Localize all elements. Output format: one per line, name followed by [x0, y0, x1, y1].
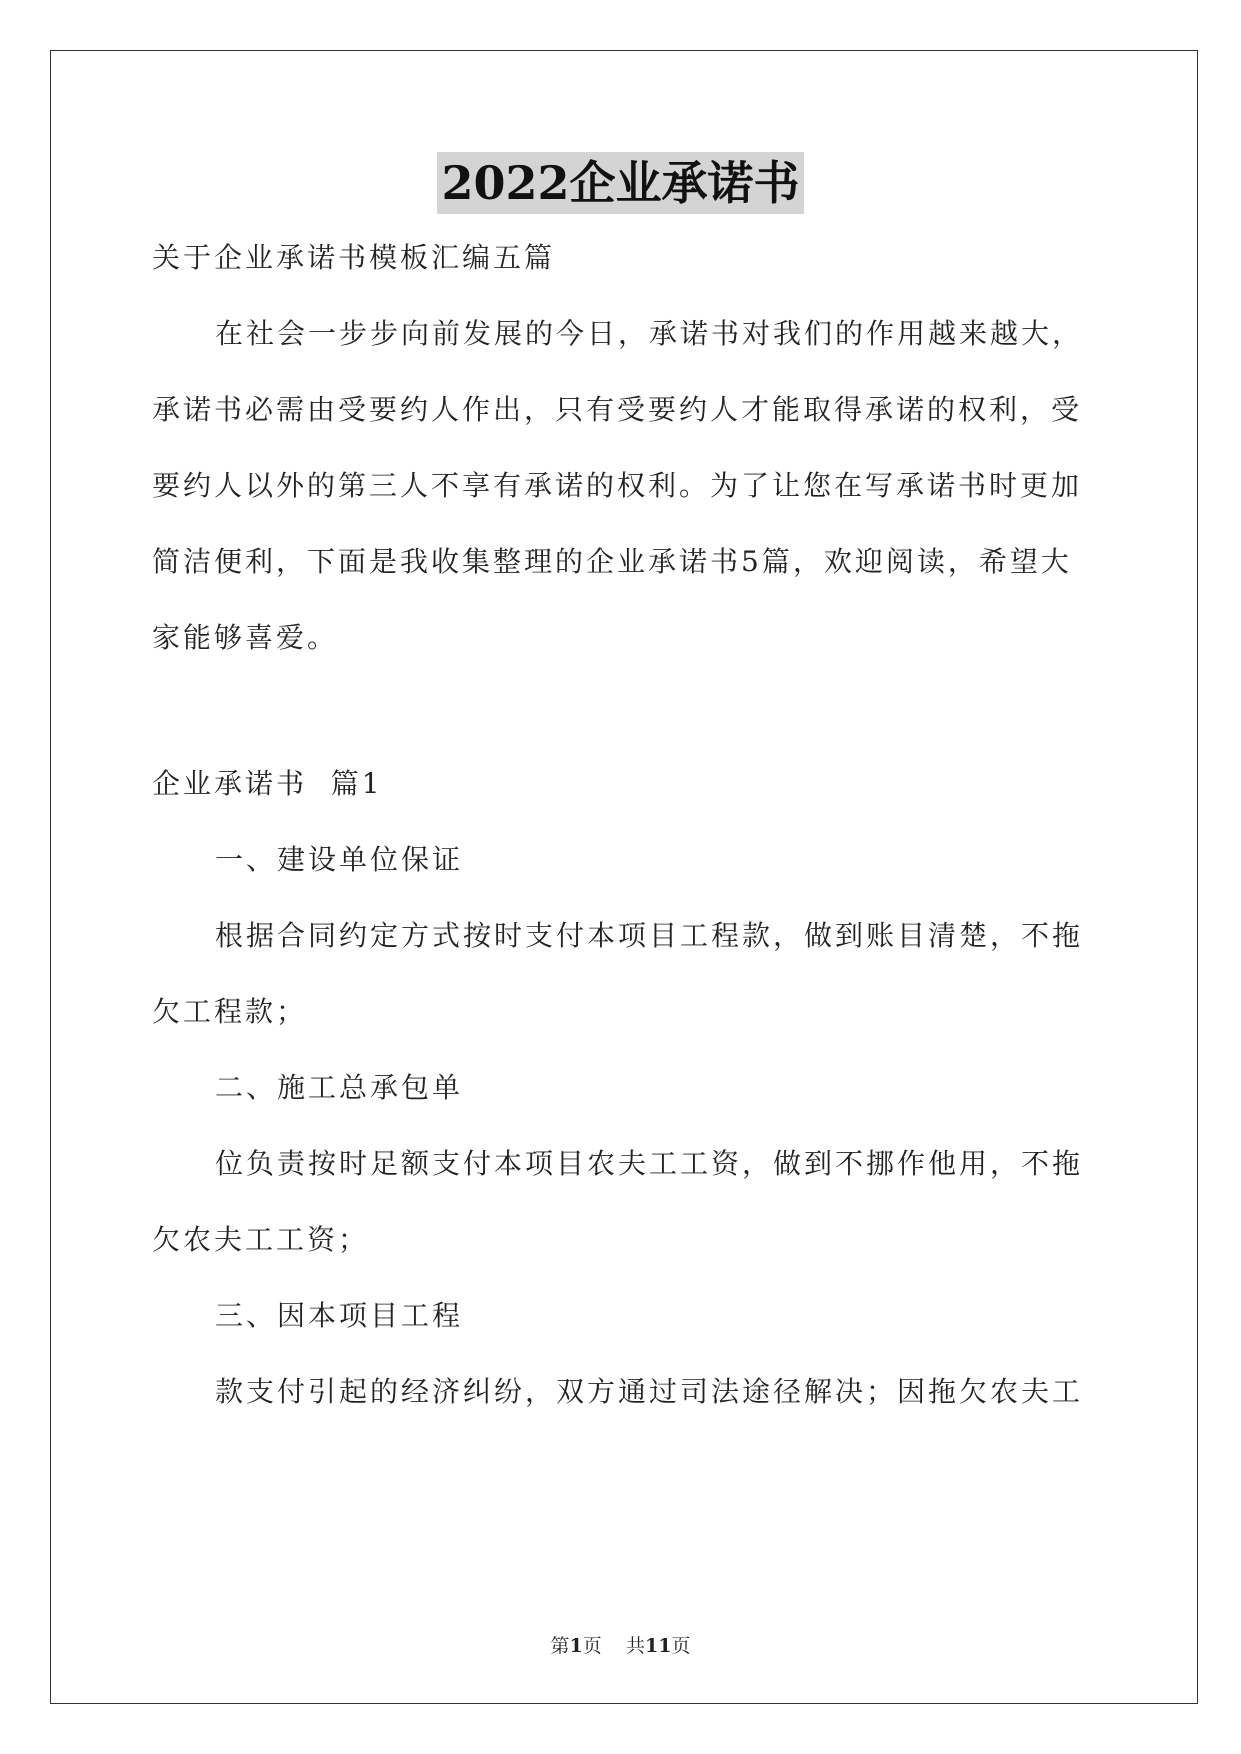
section-heading: 企业承诺书 篇1 — [152, 767, 383, 800]
paragraph-line: 款支付引起的经济纠纷，双方通过司法途径解决；因拖欠农夫工 — [215, 1375, 1084, 1408]
footer-page-prefix: 第 — [550, 1635, 570, 1657]
paragraph-line: 三、因本项目工程 — [215, 1299, 464, 1332]
document-title: 2022企业承诺书 — [437, 152, 803, 214]
paragraph-line: 要约人以外的第三人不享有承诺的权利。为了让您在写承诺书时更加 — [152, 469, 1083, 502]
footer-total-suffix: 页 — [671, 1635, 691, 1657]
paragraph-line: 简洁便利，下面是我收集整理的企业承诺书5篇，欢迎阅读，希望大 — [152, 545, 1072, 578]
paragraph-line: 根据合同约定方式按时支付本项目工程款，做到账目清楚，不拖 — [215, 919, 1084, 952]
footer-total-pages: 11 — [644, 1635, 672, 1657]
paragraph-line: 欠农夫工工资； — [152, 1223, 370, 1256]
footer-page-number: 1 — [569, 1635, 583, 1657]
paragraph-line: 一、建设单位保证 — [215, 843, 464, 876]
footer-total-prefix: 共 — [625, 1635, 645, 1657]
paragraph-line: 位负责按时足额支付本项目农夫工工资，做到不挪作他用，不拖 — [215, 1147, 1084, 1180]
paragraph-line: 欠工程款； — [152, 995, 308, 1028]
footer-page-suffix: 页 — [582, 1635, 602, 1657]
paragraph-line: 二、施工总承包单 — [215, 1071, 464, 1104]
title-container — [0, 152, 1241, 214]
page-footer — [0, 1631, 1241, 1658]
subtitle-line: 关于企业承诺书模板汇编五篇 — [152, 241, 556, 274]
paragraph-line: 承诺书必需由受要约人作出，只有受要约人才能取得承诺的权利，受 — [152, 393, 1083, 426]
paragraph-line: 家能够喜爱。 — [152, 621, 339, 654]
paragraph-line: 在社会一步步向前发展的今日，承诺书对我们的作用越来越大， — [215, 317, 1084, 350]
